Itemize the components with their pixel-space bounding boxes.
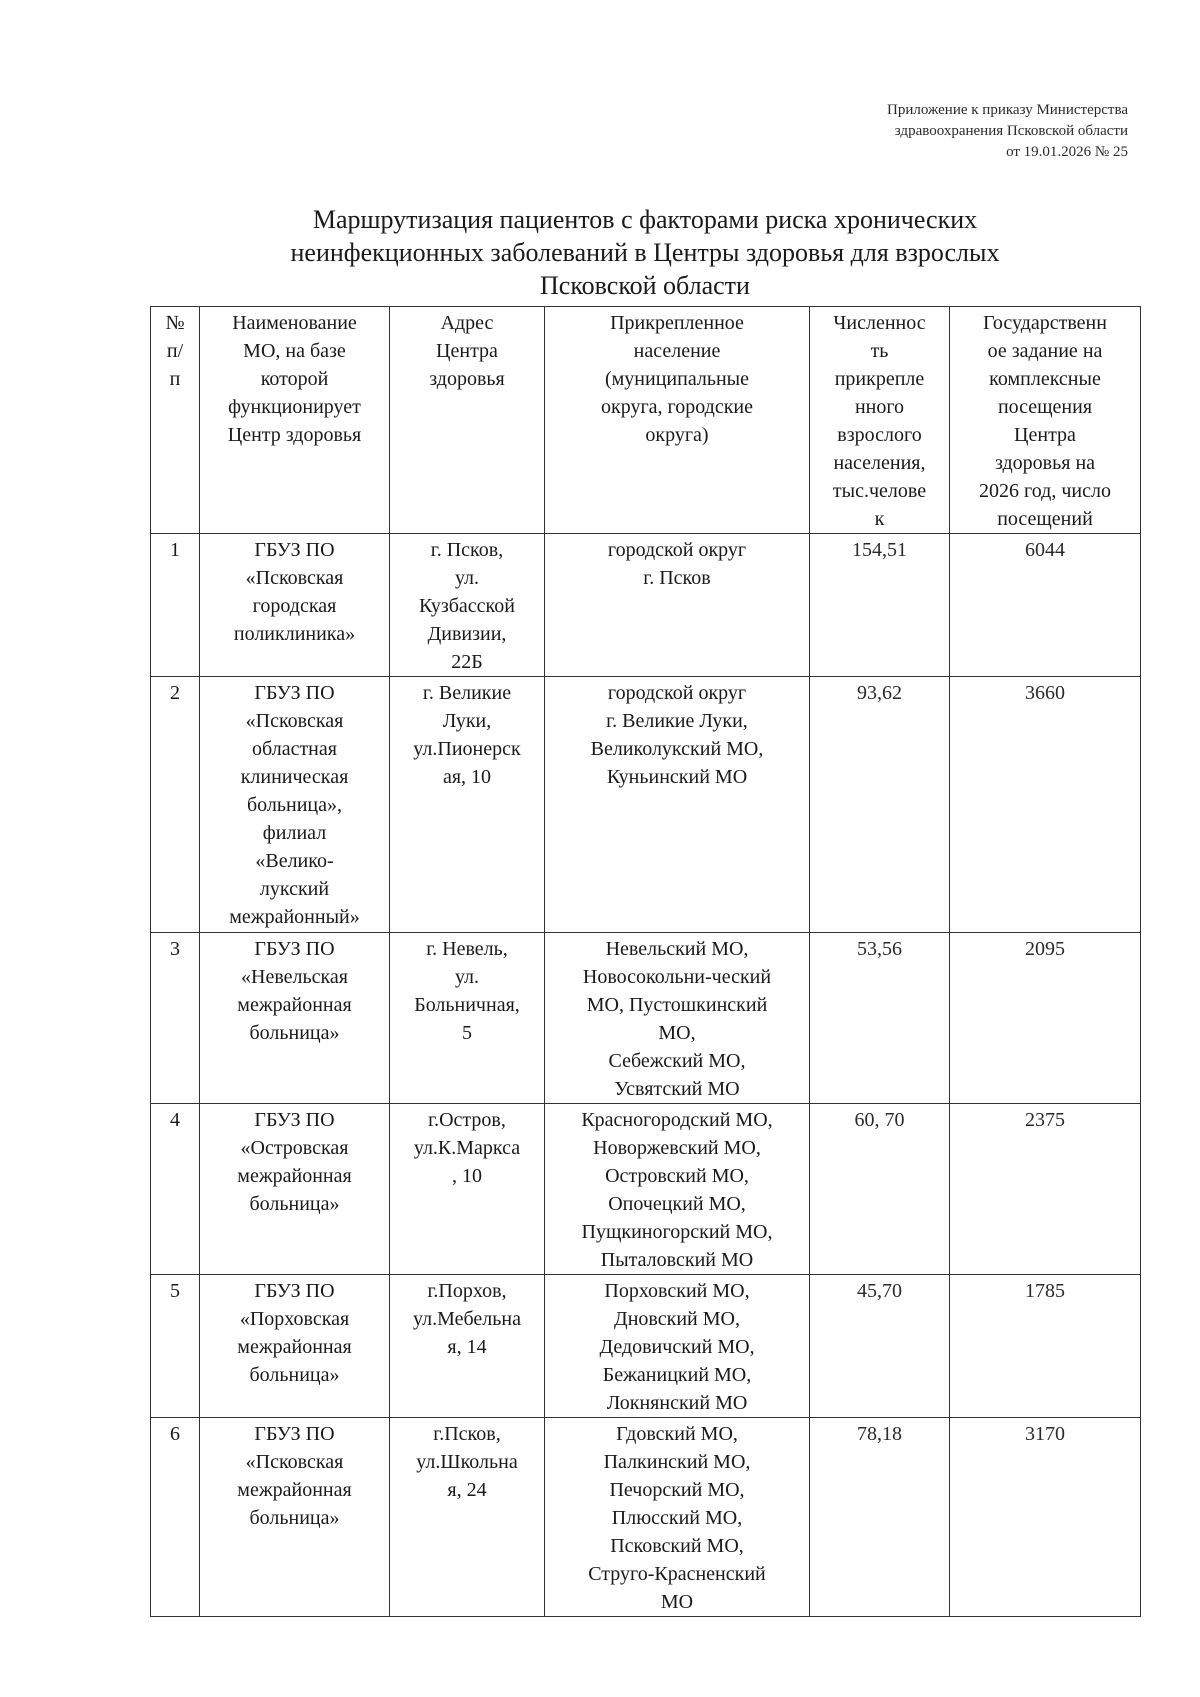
cell-population: Красногородский МО, Новоржевский МО, Островский МО, Опочецкий МО, Пущкиногорский МО, Пыталовский МО — [545, 1104, 810, 1275]
table-row — [151, 1418, 1141, 1617]
cell-address: г.Остров, ул.К.Маркса , 10 — [390, 1104, 545, 1275]
document-title — [150, 203, 1140, 302]
table-row — [151, 1275, 1141, 1418]
table-row — [151, 677, 1141, 933]
cell-mo-name: ГБУЗ ПО «Псковская городская поликлиника» — [200, 534, 390, 677]
cell-mo-name: ГБУЗ ПО «Псковская межрайонная больница» — [200, 1418, 390, 1617]
cell-task: 3660 — [950, 677, 1141, 933]
cell-mo-name: ГБУЗ ПО «Порховская межрайонная больница» — [200, 1275, 390, 1418]
cell-count: 93,62 — [810, 677, 950, 933]
cell-count: 60, 70 — [810, 1104, 950, 1275]
cell-count: 78,18 — [810, 1418, 950, 1617]
cell-population: городской округ г. Великие Луки, Великолукский МО, Куньинский МО — [545, 677, 810, 933]
cell-task: 2095 — [950, 933, 1141, 1104]
cell-address: г.Порхов, ул.Мебельна я, 14 — [390, 1275, 545, 1418]
cell-address: г. Великие Луки, ул.Пионерск ая, 10 — [390, 677, 545, 933]
cell-task: 2375 — [950, 1104, 1141, 1275]
cell-number: 1 — [151, 534, 200, 677]
cell-address: г.Псков, ул.Школьна я, 24 — [390, 1418, 545, 1617]
cell-number: 6 — [151, 1418, 200, 1617]
routing-table — [150, 306, 1141, 1617]
header-attached-population: Прикрепленное население (муниципальные округа, городские округа) — [545, 307, 810, 534]
appendix-line: Приложение к приказу Министерства — [887, 102, 1128, 118]
cell-number: 4 — [151, 1104, 200, 1275]
title-line: неинфекционных заболеваний в Центры здоровья для взрослых — [290, 238, 1000, 267]
cell-count: 154,51 — [810, 534, 950, 677]
header-number: № п/ п — [151, 307, 200, 534]
cell-population: Гдовский МО, Палкинский МО, Печорский МО, Плюсский МО, Псковский МО, Струго-Красненский МО — [545, 1418, 810, 1617]
cell-number: 3 — [151, 933, 200, 1104]
cell-task: 3170 — [950, 1418, 1141, 1617]
cell-task: 1785 — [950, 1275, 1141, 1418]
header-state-task: Государственн ое задание на комплексные посещения Центра здоровья на 2026 год, число посещений — [950, 307, 1141, 534]
header-population-count: Численнос ть прикрепле нного взрослого населения, тыс.челове к — [810, 307, 950, 534]
cell-population: Невельский МО, Новосокольни-ческий МО, Пустошкинский МО, Себежский МО, Усвятский МО — [545, 933, 810, 1104]
cell-number: 2 — [151, 677, 200, 933]
appendix-line: здравоохранения Псковской области — [894, 123, 1128, 139]
table-header-row — [151, 307, 1141, 534]
cell-population: Порховский МО, Дновский МО, Дедовичский МО, Бежаницкий МО, Локнянский МО — [545, 1275, 810, 1418]
cell-population: городской округ г. Псков — [545, 534, 810, 677]
title-line: Псковской области — [540, 271, 750, 300]
table-row — [151, 534, 1141, 677]
cell-count: 45,70 — [810, 1275, 950, 1418]
cell-address: г. Псков, ул. Кузбасской Дивизии, 22Б — [390, 534, 545, 677]
cell-number: 5 — [151, 1275, 200, 1418]
cell-mo-name: ГБУЗ ПО «Островская межрайонная больница» — [200, 1104, 390, 1275]
title-line: Маршрутизация пациентов с факторами риска хронических — [312, 205, 978, 234]
cell-task: 6044 — [950, 534, 1141, 677]
appendix-block — [887, 100, 1128, 163]
cell-mo-name: ГБУЗ ПО «Псковская областная клиническая больница», филиал «Велико- лукский межрайонный» — [200, 677, 390, 933]
header-address: Адрес Центра здоровья — [390, 307, 545, 534]
cell-count: 53,56 — [810, 933, 950, 1104]
appendix-date-number: от 19.01.2026 № 25 — [1006, 144, 1128, 160]
table-row — [151, 933, 1141, 1104]
cell-mo-name: ГБУЗ ПО «Невельская межрайонная больница» — [200, 933, 390, 1104]
cell-address: г. Невель, ул. Больничная, 5 — [390, 933, 545, 1104]
table-row — [151, 1104, 1141, 1275]
header-mo-name: Наименование МО, на базе которой функционирует Центр здоровья — [200, 307, 390, 534]
